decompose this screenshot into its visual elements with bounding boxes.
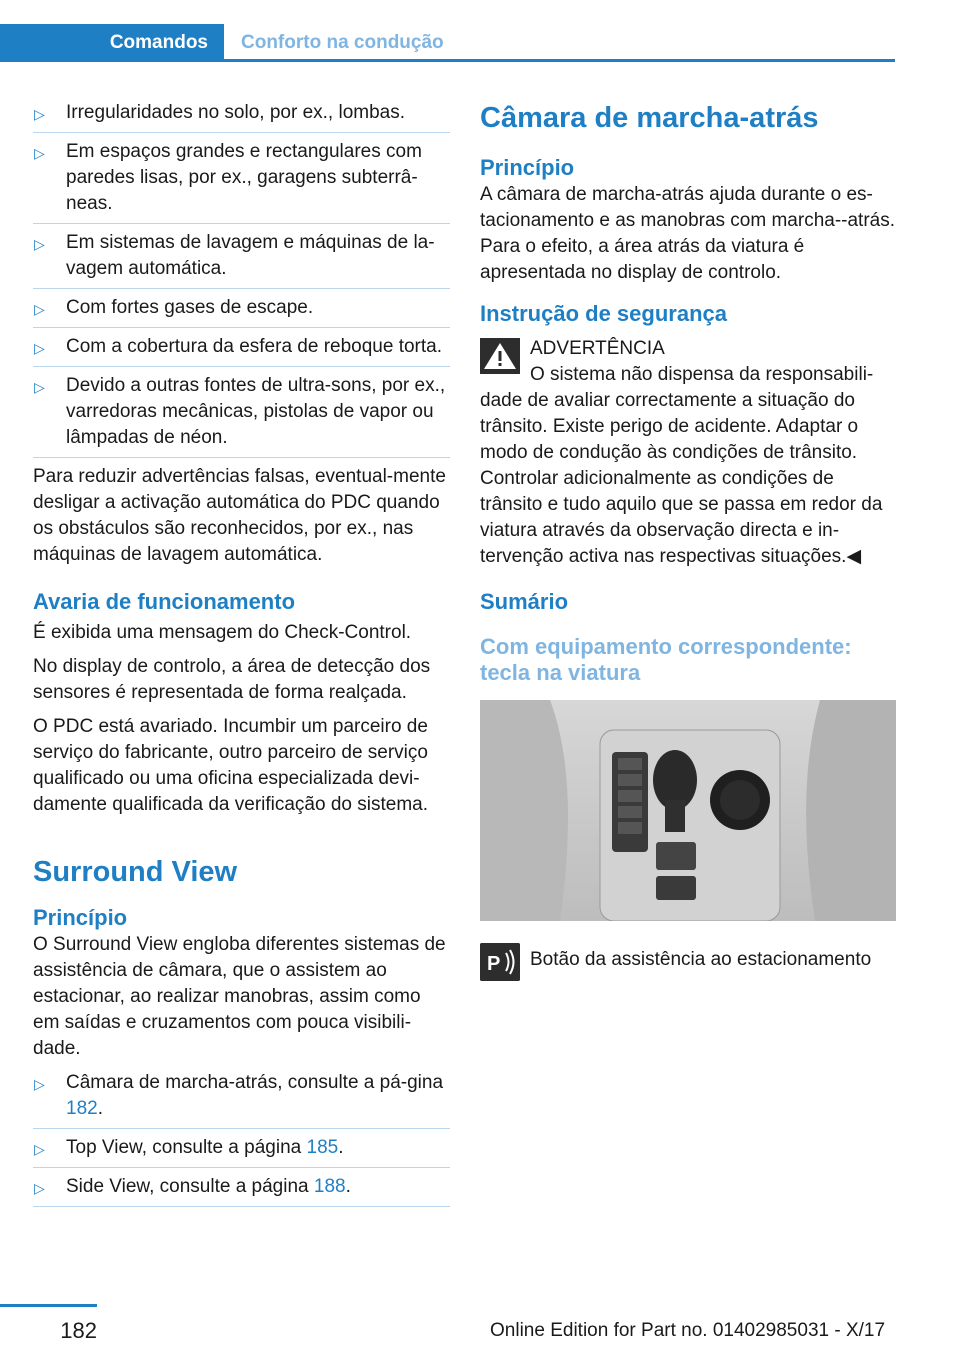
list-item: [33, 230, 450, 289]
list-item-text: Com fortes gases de escape.: [66, 297, 314, 318]
bullet-triangle-icon: ▷: [34, 1180, 45, 1196]
legend-item: [480, 947, 896, 973]
footer-rule: [0, 1304, 97, 1307]
bullet-triangle-icon: ▷: [34, 379, 45, 395]
heading-safety: Instrução de segurança: [480, 301, 727, 326]
heading-surround-view: Surround View: [33, 856, 238, 888]
list-item: [33, 295, 450, 328]
list-item-text: Devido a outras fontes de ultra-sons, por ex., varredoras mecânicas, pistolas de vapor ou lâmpadas de néon.: [66, 375, 446, 448]
page-reference-link[interactable]: 188: [313, 1176, 346, 1197]
park-assist-button-icon: [480, 943, 520, 981]
list-item: [33, 100, 450, 133]
page-reference-link[interactable]: 182: [66, 1098, 98, 1119]
list-item-text: Em espaços grandes e rectangulares com paredes lisas, por ex., garagens subterrâ-neas.: [66, 141, 422, 214]
bullet-triangle-icon: ▷: [34, 301, 45, 317]
heading-equipment: Com equipamento correspondente: tecla na viatura: [480, 634, 852, 685]
bullet-triangle-icon: ▷: [34, 106, 45, 122]
left-column: [33, 100, 450, 1213]
page-reference-link[interactable]: 185: [306, 1137, 339, 1158]
warning-triangle-icon: [480, 338, 520, 374]
list-item: [33, 334, 450, 367]
bullet-triangle-icon: ▷: [34, 1141, 45, 1157]
heading-rear-camera: Câmara de marcha-atrás: [480, 102, 819, 134]
paragraph-fault-2: No display de controlo, a área de detecção dos sensores é representada de forma realçada.: [33, 656, 431, 703]
list-item: ▷ Side View, consulte a página 188.: [33, 1174, 450, 1207]
header-rule: [0, 59, 895, 62]
tab-comandos[interactable]: Comandos: [0, 24, 224, 62]
paragraph-reduce-warnings: Para reduzir advertências falsas, eventual-mente desligar a activação automática do PDC quando os obstáculos são reconhecidos, por ex., nas máquinas de lavagem automática.: [33, 466, 446, 565]
camera-systems-list: [33, 1070, 450, 1207]
list-item-text: Side View, consulte a página: [66, 1176, 314, 1197]
bullet-triangle-icon: ▷: [34, 145, 45, 161]
paragraph-fault-1: É exibida uma mensagem do Check-Control.: [33, 622, 412, 643]
list-item-text: Top View, consulte a página: [66, 1137, 307, 1158]
heading-fault: Avaria de funcionamento: [33, 589, 296, 614]
heading-principle-left: Princípio: [33, 905, 128, 930]
list-item: ▷ Top View, consulte a página 185.: [33, 1135, 450, 1168]
center-console-illustration: [480, 700, 896, 921]
false-warning-list: [33, 100, 450, 458]
bullet-triangle-icon: ▷: [34, 340, 45, 356]
chapter-header: [0, 24, 895, 62]
center-console-photo: [480, 700, 896, 921]
paragraph-principle-left: O Surround View engloba diferentes sistemas de assistência de câmara, que o assistem ao estacionar, ao realizar manobras, assim como em saídas e cruzamentos com pouca visibili-dade.: [33, 934, 446, 1059]
warning-text: O sistema não dispensa da responsabili-dade de avaliar correctamente a situação do trânsito. Existe perigo de acidente. Adaptar o modo de condução às condições de trânsito. Controlar adicionalmente as condições de trânsito e tudo aquilo que se passa em redor da viatura através da observação directa e in-tervenção activa nas respectivas situações.◀: [480, 364, 883, 567]
svg-text:P: P: [487, 953, 501, 975]
paragraph-principle-right: A câmara de marcha-atrás ajuda durante o es-tacionamento e as manobras com marcha--atrás. Para o efeito, a área atrás da viatura é apresentada no display de controlo.: [480, 184, 896, 283]
page-number: 182: [60, 1318, 97, 1343]
legend-text: Botão da assistência ao estacionamento: [530, 949, 872, 970]
heading-principle-right: Princípio: [480, 155, 575, 180]
tab-conforto-na-conducao[interactable]: Conforto na condução: [241, 32, 444, 53]
list-item-text: Câmara de marcha-atrás, consulte a pá-gina: [66, 1072, 444, 1093]
list-item: [33, 373, 450, 458]
list-item: ▷ Câmara de marcha-atrás, consulte a pá-gina 182.: [33, 1070, 450, 1129]
bullet-triangle-icon: ▷: [34, 236, 45, 252]
right-column: [480, 100, 896, 973]
bullet-triangle-icon: ▷: [34, 1076, 45, 1092]
warning-block: [480, 336, 896, 362]
list-item-text: Com a cobertura da esfera de reboque torta.: [66, 336, 443, 357]
heading-summary: Sumário: [480, 589, 569, 614]
edition-text: Online Edition for Part no. 01402985031 - X/17: [490, 1320, 886, 1341]
list-item: [33, 139, 450, 224]
warning-title: ADVERTÊNCIA: [530, 338, 665, 359]
list-item-text: Irregularidades no solo, por ex., lombas.: [66, 102, 406, 123]
list-item-text: Em sistemas de lavagem e máquinas de la-vagem automática.: [66, 232, 435, 279]
paragraph-fault-3: O PDC está avariado. Incumbir um parceiro de serviço do fabricante, outro parceiro de serviço qualificado ou uma oficina especializada devi-damente qualificada da verificação do sistema.: [33, 716, 429, 815]
